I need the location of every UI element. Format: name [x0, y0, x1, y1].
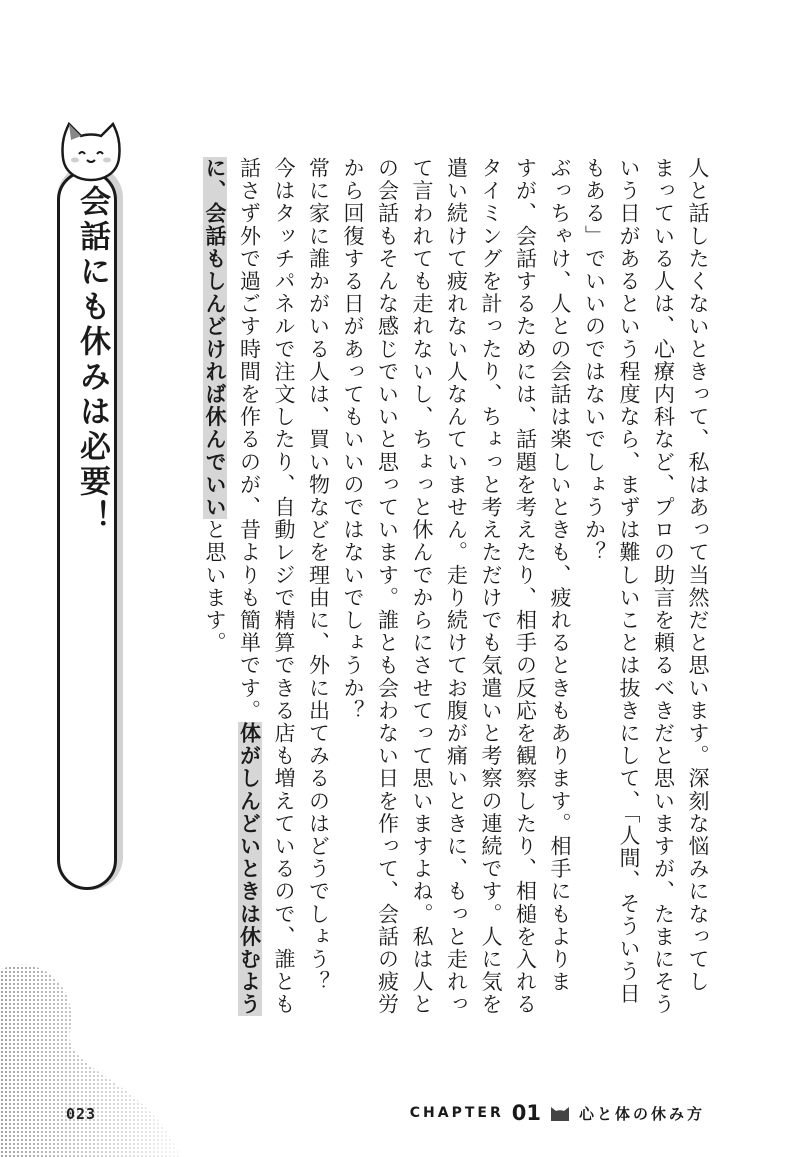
text-line	[681, 157, 716, 994]
text-line	[301, 157, 336, 994]
text-segment: もある」でいいのではないでしょうか？	[582, 157, 607, 564]
text-line	[508, 157, 543, 1016]
text-line	[543, 157, 578, 994]
chapter-title: 心と体の休み方	[578, 1104, 705, 1123]
highlighted-text: に、会話もしんどければ休んでいい	[203, 157, 227, 519]
body-text	[185, 157, 715, 1016]
text-line	[612, 157, 647, 1006]
text-segment: いう日があるという程度なら、まずは難しいことは抜きにして、「人間、そういう日	[617, 157, 641, 1006]
text-segment: 常に家に誰かがいる人は、買い物などを理由に、外に出てみるのはどうでしょう？	[306, 157, 331, 994]
text-line	[439, 157, 474, 1016]
text-line	[405, 157, 440, 1016]
text-line	[646, 157, 681, 1016]
text-line	[577, 157, 612, 937]
chapter-number: 01	[511, 1101, 541, 1125]
text-segment: 人と話したくないときって、私はあって当然だと思います。深刻な悩みになってし	[686, 157, 710, 994]
text-line	[474, 157, 509, 1016]
paragraph	[577, 157, 715, 1016]
text-segment: 遣い続けて疲れない人なんていません。走り続けてお腹が痛いときに、もっと走れっ	[444, 157, 469, 1016]
page-number: 023	[66, 1105, 97, 1123]
highlighted-text: 体がしんどいときは休むよう	[237, 722, 262, 1016]
text-segment: タイミングを計ったり、ちょっと考えただけでも気遣いと考察の連続です。人に気を	[479, 157, 503, 1016]
halftone-corner-decoration	[0, 950, 220, 1157]
cat-head-icon	[549, 1103, 571, 1123]
text-segment: すが、会話するためには、話題を考えたり、相手の反応を観察したり、相槌を入れる	[513, 157, 538, 1016]
text-segment: と思います。	[203, 518, 227, 655]
text-segment: から回復する日があってもいいのではないでしょうか？	[341, 157, 365, 722]
paragraph	[336, 157, 578, 1016]
text-segment: て言われても走れないし、ちょっと休んでからにさせてって思いますよね。私は人と	[410, 157, 434, 1016]
text-line	[198, 157, 233, 937]
text-line	[232, 157, 267, 1016]
chapter-heading	[410, 1101, 705, 1125]
text-line	[370, 157, 405, 1016]
text-segment: ぶっちゃけ、人との会話は楽しいときも、疲れるときもあります。相手にもよりま	[548, 157, 572, 994]
chapter-label: CHAPTER	[409, 1105, 504, 1121]
text-line	[267, 157, 302, 1016]
page-title: 会話にも休みは必要！	[74, 185, 110, 535]
text-segment: の会話もそんな感じでいいと思っています。誰とも会わない日を作って、会話の疲労	[375, 157, 400, 1016]
text-segment: 今はタッチパネルで注文したり、自動レジで精算できる店も増えているので、誰とも	[272, 157, 296, 1016]
text-segment: 話さず外で過ごす時間を作るのが、昔よりも簡単です。	[237, 157, 262, 722]
cat-face-icon	[55, 118, 127, 182]
text-segment: まっている人は、心療内科など、プロの助言を頼るべきだと思いますが、たまにそう	[651, 157, 676, 1016]
text-line	[336, 157, 371, 937]
paragraph	[198, 157, 336, 1016]
